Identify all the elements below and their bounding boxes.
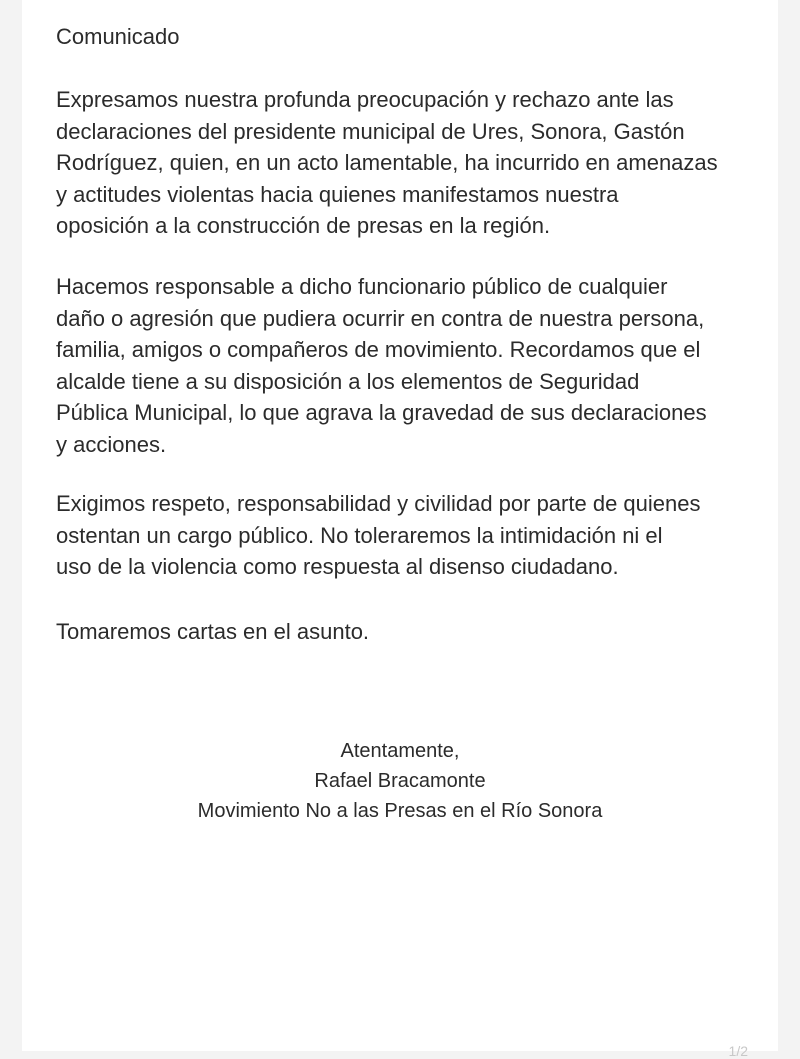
paragraph-2 (56, 271, 756, 460)
signature-block (22, 736, 778, 826)
paragraph-4 (56, 616, 756, 648)
paragraph-1 (56, 84, 756, 242)
document-title: Comunicado (56, 24, 180, 49)
signature-organization: Movimiento No a las Presas en el Río Sonora (197, 800, 603, 822)
paragraph-line: oposición a la construcción de presas en la región. (56, 213, 551, 238)
paragraph-line: Exigimos respeto, responsabilidad y civilidad por parte de quienes (56, 491, 701, 516)
paragraph-line: declaraciones del presidente municipal de Ures, Sonora, Gastón (56, 118, 685, 144)
paragraph-line: Tomaremos cartas en el asunto. (56, 619, 370, 644)
paragraph-line: alcalde tiene a su disposición a los elementos de Seguridad (56, 368, 640, 394)
paragraph-line: Pública Municipal, lo que agrava la gravedad de sus declaraciones (56, 400, 707, 425)
paragraph-line: Hacemos responsable a dicho funcionario público de cualquier (56, 274, 668, 299)
paragraph-line: y acciones. (56, 431, 167, 457)
signature-closing: Atentamente, (340, 740, 460, 762)
paragraph-line: y actitudes violentas hacia quienes manifestamos nuestra (56, 181, 619, 207)
signature-name: Rafael Bracamonte (314, 770, 486, 792)
page-number: 1/2 (728, 1043, 748, 1059)
paragraph-line: uso de la violencia como respuesta al disenso ciudadano. (56, 554, 619, 579)
paragraph-3 (56, 488, 756, 583)
document-page (22, 0, 778, 1059)
paragraph-line: daño o agresión que pudiera ocurrir en contra de nuestra persona, (56, 305, 705, 331)
paragraph-line: Expresamos nuestra profunda preocupación y rechazo ante las (56, 87, 674, 112)
paragraph-line: familia, amigos o compañeros de movimiento. Recordamos que el (56, 337, 701, 362)
paragraph-line: Rodríguez, quien, en un acto lamentable, ha incurrido en amenazas (56, 150, 718, 175)
paragraph-line: ostentan un cargo público. No toleraremos la intimidación ni el (56, 522, 663, 548)
